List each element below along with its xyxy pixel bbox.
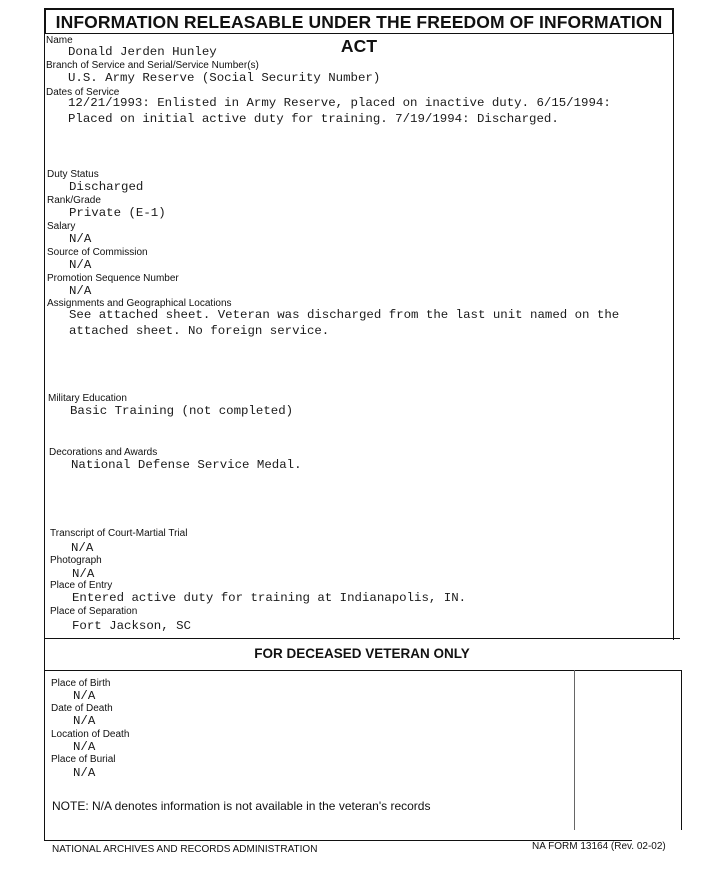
na-note: NOTE: N/A denotes information is not available in the veteran's records	[52, 799, 431, 813]
awards-value: National Defense Service Medal.	[71, 458, 302, 472]
rank-label: Rank/Grade	[47, 195, 101, 206]
dates-value-line-2: Placed on initial active duty for training. 7/19/1994: Discharged.	[68, 112, 559, 126]
form-title: INFORMATION RELEASABLE UNDER THE FREEDOM OF INFORMATION ACT	[55, 12, 663, 56]
death-date-label: Date of Death	[51, 703, 113, 714]
deceased-section-top-rule	[44, 638, 680, 639]
burial-place-label: Place of Burial	[51, 754, 116, 765]
salary-value: N/A	[69, 232, 92, 246]
form-frame-right	[673, 34, 674, 640]
death-date-value: N/A	[73, 714, 96, 728]
education-value: Basic Training (not completed)	[70, 404, 294, 418]
promotion-label: Promotion Sequence Number	[47, 273, 179, 284]
photograph-label: Photograph	[50, 555, 102, 566]
name-label: Name	[46, 35, 73, 46]
branch-label: Branch of Service and Serial/Service Number(s)	[46, 60, 259, 71]
assignments-value-line-1: See attached sheet. Veteran was discharged from the last unit named on the	[69, 308, 620, 322]
burial-place-value: N/A	[73, 766, 96, 780]
branch-value: U.S. Army Reserve (Social Security Number)	[68, 71, 381, 85]
commission-label: Source of Commission	[47, 247, 148, 258]
court-martial-value: N/A	[71, 541, 94, 555]
birth-place-value: N/A	[73, 689, 96, 703]
assignments-value-line-2: attached sheet. No foreign service.	[69, 324, 330, 338]
deceased-column-divider	[574, 670, 575, 830]
court-martial-label: Transcript of Court-Martial Trial	[50, 528, 188, 539]
form-frame-left	[44, 34, 45, 840]
promotion-value: N/A	[69, 284, 92, 298]
birth-place-label: Place of Birth	[51, 678, 111, 689]
duty-status-label: Duty Status	[47, 169, 99, 180]
agency-footer: NATIONAL ARCHIVES AND RECORDS ADMINISTRATION	[52, 844, 318, 855]
salary-label: Salary	[47, 221, 76, 232]
name-value: Donald Jerden Hunley	[68, 45, 217, 59]
deceased-section-bottom-rule	[44, 670, 682, 671]
commission-value: N/A	[69, 258, 92, 272]
form-frame-right-lower	[681, 670, 682, 830]
education-label: Military Education	[48, 393, 127, 404]
separation-label: Place of Separation	[50, 606, 138, 617]
separation-value: Fort Jackson, SC	[72, 619, 191, 633]
assignments-label: Assignments and Geographical Locations	[47, 298, 232, 309]
entry-value: Entered active duty for training at Indianapolis, IN.	[72, 591, 467, 605]
entry-label: Place of Entry	[50, 580, 113, 591]
photograph-value: N/A	[72, 567, 95, 581]
form-number-footer: NA FORM 13164 (Rev. 02-02)	[532, 841, 666, 852]
awards-label: Decorations and Awards	[49, 447, 158, 458]
death-location-value: N/A	[73, 740, 96, 754]
dates-value-line-1: 12/21/1993: Enlisted in Army Reserve, placed on inactive duty. 6/15/1994:	[68, 96, 611, 110]
deceased-section-title: FOR DECEASED VETERAN ONLY	[254, 646, 470, 661]
duty-status-value: Discharged	[69, 180, 144, 194]
rank-value: Private (E-1)	[69, 206, 166, 220]
death-location-label: Location of Death	[51, 729, 130, 740]
dates-label: Dates of Service	[46, 87, 120, 98]
